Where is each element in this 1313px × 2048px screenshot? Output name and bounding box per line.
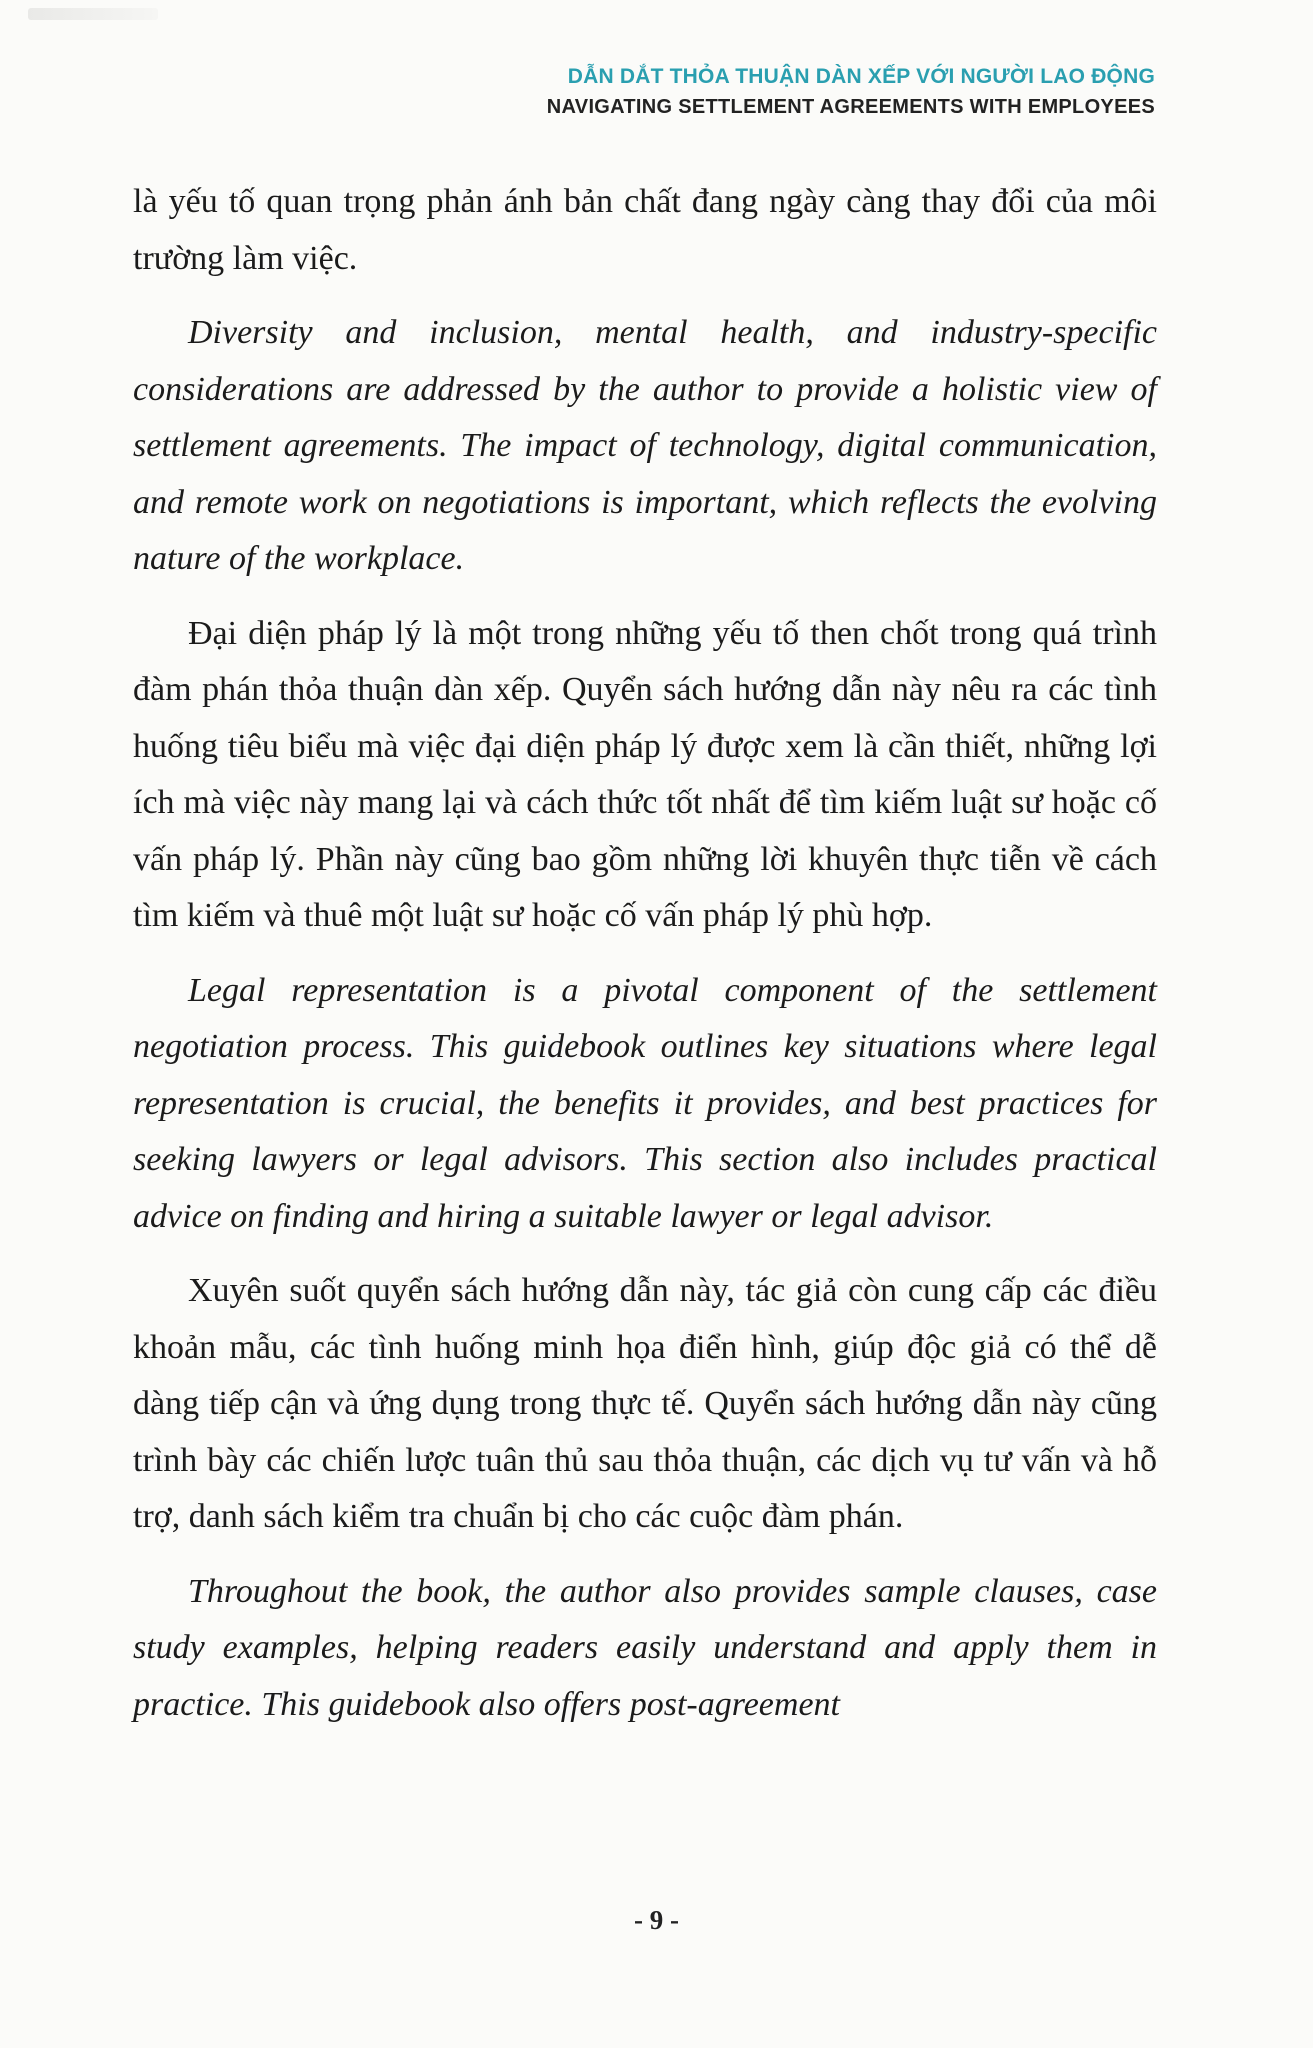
paragraph-en-diversity: Diversity and inclusion, mental health, and industry-specific considerations are addressed by the author to provide a holistic view of settlement agreements. The impact of technology, digital communication, and remote work on negotiations is important, which reflects the evolving nature of the workplace.	[133, 314, 1157, 577]
page-number: - 9 -	[634, 1905, 679, 1935]
running-header	[547, 62, 1155, 122]
paragraph-en-throughout: Throughout the book, the author also provides sample clauses, case study examples, helping readers easily understand and apply them in practice. This guidebook also offers post-agreement	[133, 1572, 1157, 1723]
header-title-english: NAVIGATING SETTLEMENT AGREEMENTS WITH EMPLOYEES	[546, 96, 1155, 118]
header-title-vietnamese: DẪN DẮT THỎA THUẬN DÀN XẾP VỚI NGƯỜI LAO ĐỘNG	[567, 65, 1155, 88]
scan-edge-mark	[28, 8, 158, 20]
paragraph-vi-legal-representation: Đại diện pháp lý là một trong những yếu tố then chốt trong quá trình đàm phán thỏa thuận dàn xếp. Quyển sách hướng dẫn này nêu ra các tình huống tiêu biểu mà việc đại diện pháp lý được xem là cần thiết, những lợi ích mà việc này mang lại và cách thức tốt nhất để tìm kiếm luật sư hoặc cố vấn pháp lý. Phần này cũng bao gồm những lời khuyên thực tiễn về cách tìm kiếm và thuê một luật sư hoặc cố vấn pháp lý phù hợp.	[133, 614, 1157, 934]
paragraph-en-legal-representation: Legal representation is a pivotal component of the settlement negotiation process. This guidebook outlines key situations where legal representation is crucial, the benefits it provides, and best practices for seeking lawyers or legal advisors. This section also includes practical advice on finding and hiring a suitable lawyer or legal advisor.	[133, 971, 1157, 1235]
paragraph-vi-throughout: Xuyên suốt quyển sách hướng dẫn này, tác giả còn cung cấp các điều khoản mẫu, các tình huống minh họa điển hình, giúp độc giả có thể dễ dàng tiếp cận và ứng dụng trong thực tế. Quyển sách hướng dẫn này cũng trình bày các chiến lược tuân thủ sau thỏa thuận, các dịch vụ tư vấn và hỗ trợ, danh sách kiểm tra chuẩn bị cho các cuộc đàm phán.	[133, 1272, 1157, 1535]
paragraph-vi-continuation: là yếu tố quan trọng phản ánh bản chất đang ngày càng thay đổi của môi trường làm việc.	[133, 183, 1157, 277]
body-text	[133, 174, 1157, 1751]
